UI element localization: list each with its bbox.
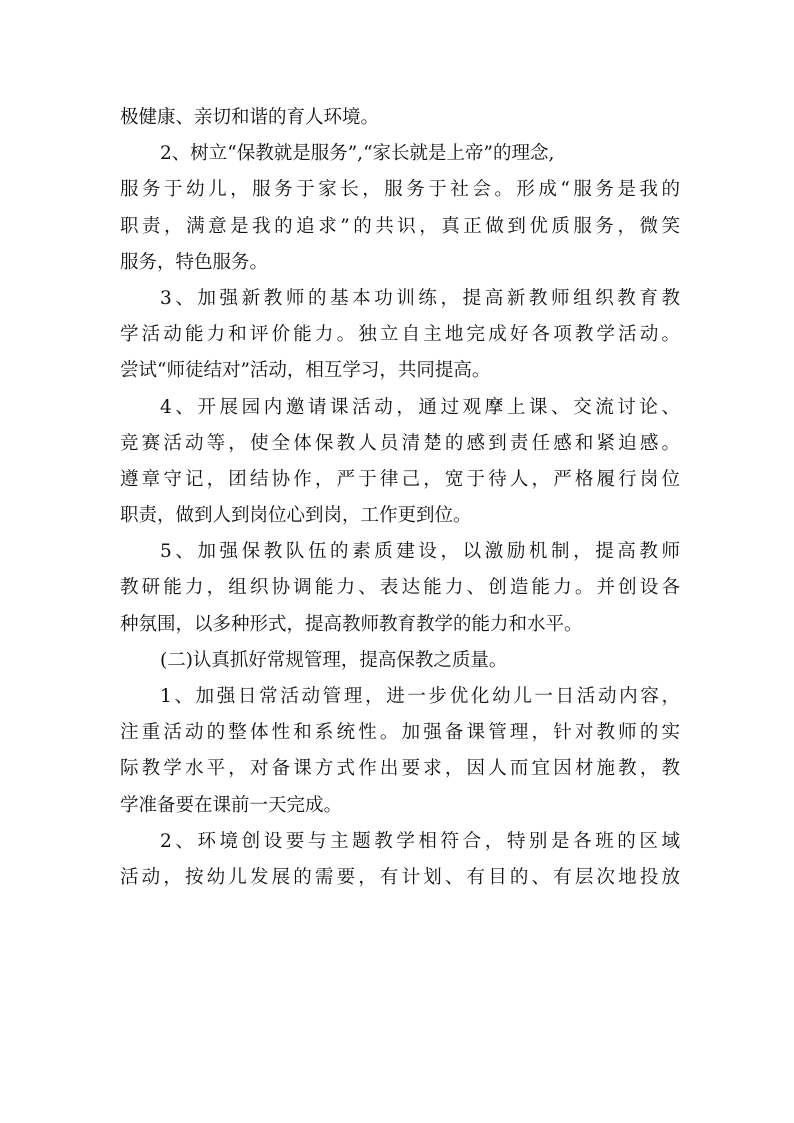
text-line: 服务，特色服务。 [120,251,269,273]
text-line: 活动，按幼儿发展的需要，有计划、有目的、有层次地投放 [120,866,680,888]
text-line: 尝试“师徒结对”活动，相互学习，共同提高。 [120,360,491,382]
text-line: 职责，满意是我的追求”的共识，真正做到优质服务，微笑 [120,215,680,237]
text-line: 注重活动的整体性和系统性。加强备课管理，针对教师的实 [120,722,680,744]
text-line: 职责，做到人到岗位心到岗，工作更到位。 [120,505,472,527]
text-line: 2、树立“保教就是服务”,“家长就是上帝”的理念, [160,143,555,165]
section-heading: (二)认真抓好常规管理，提高保教之质量。 [160,649,508,671]
text-line: 种氛围，以多种形式，提高教师教育教学的能力和水平。 [120,613,583,635]
text-line: 服务于幼儿，服务于家长，服务于社会。形成“服务是我的 [120,179,680,201]
document-body [120,100,680,896]
text-line: 2、环境创设要与主题教学相符合，特别是各班的区域 [160,830,680,852]
text-line: 学准备要在课前一天完成。 [120,794,343,816]
text-line: 竞赛活动等，使全体保教人员清楚的感到责任感和紧迫感。 [120,432,680,454]
text-line: 际教学水平，对备课方式作出要求，因人而宜因材施教，教 [120,758,680,780]
text-line: 4、开展园内邀请课活动，通过观摩上课、交流讨论、 [160,396,680,418]
text-line: 极健康、亲切和谐的育人环境。 [120,107,380,128]
text-line: 教研能力，组织协调能力、表达能力、创造能力。并创设各 [120,577,680,599]
text-line: 3、加强新教师的基本功训练，提高新教师组织教育教 [160,287,680,309]
text-line: 5、加强保教队伍的素质建设，以激励机制，提高教师 [160,541,680,563]
text-line: 学活动能力和评价能力。独立自主地完成好各项教学活动。 [120,324,680,346]
text-line: 1、加强日常活动管理，进一步优化幼儿一日活动内容， [160,686,680,707]
text-line: 遵章守记，团结协作，严于律己，宽于待人，严格履行岗位 [120,468,680,490]
